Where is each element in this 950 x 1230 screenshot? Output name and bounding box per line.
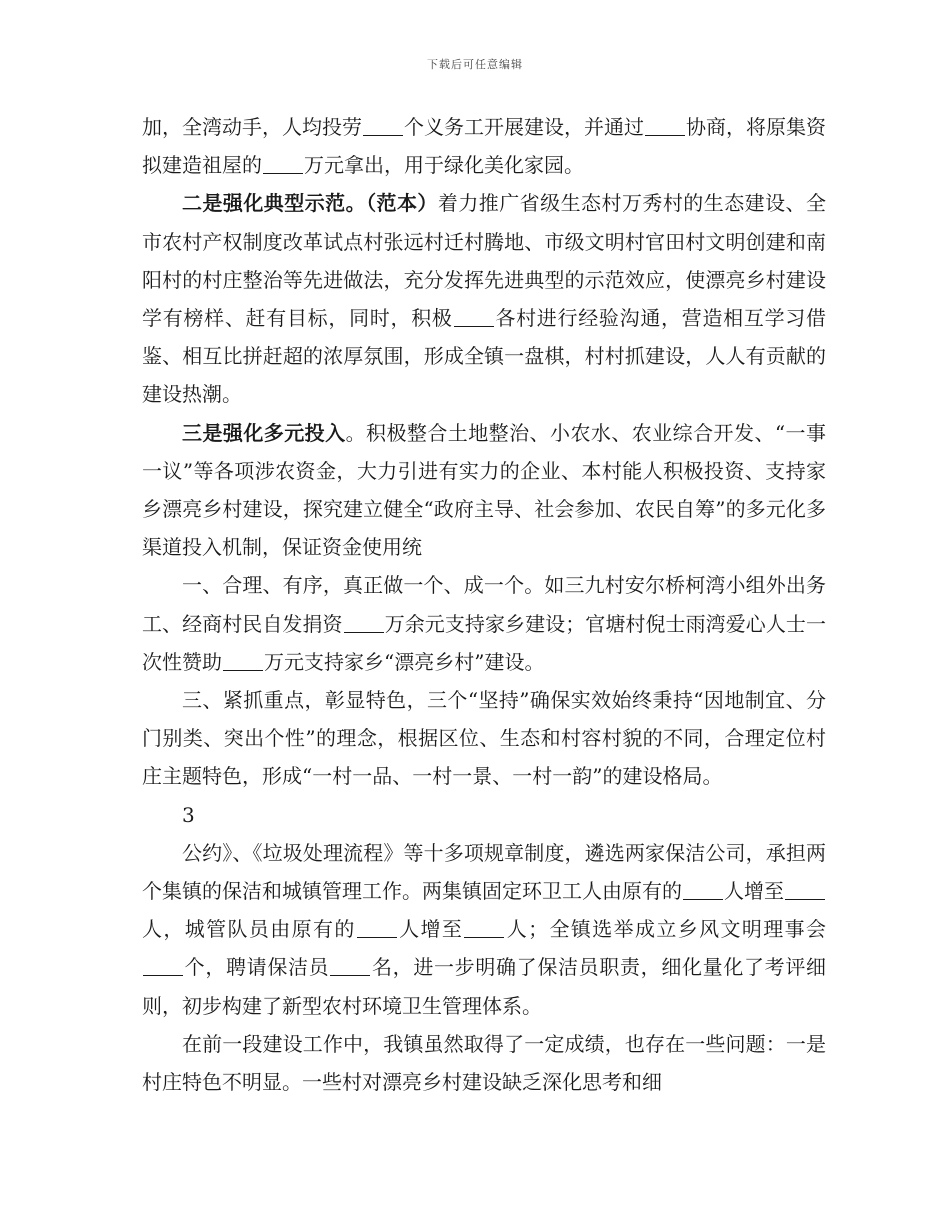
paragraph-text: 人增至 bbox=[724, 879, 784, 904]
fill-in-blank bbox=[263, 153, 303, 174]
paragraph-text: 。积极整合土地整治、小农水、农业综合开发、“一事一议”等各项涉农资金，大力引进有实力的企业、本村能人积极投资、支持家乡漂亮乡村建设，探究建立健全“政府主导、社会参加、农民自筹”的多元化多渠道投入机制，保证资金使用统 bbox=[142, 420, 826, 560]
paragraph-text: 人增至 bbox=[397, 917, 464, 942]
fill-in-blank bbox=[143, 955, 183, 976]
fill-in-blank bbox=[330, 955, 370, 976]
paragraph-text: 名，进一步明确了保洁员职责，细化量化了考评细则，初步构建了新型农村环境卫生管理体系。 bbox=[142, 955, 827, 1018]
paragraph bbox=[142, 184, 826, 413]
fill-in-blank bbox=[357, 917, 397, 938]
paragraph-text: 三、紧抓重点，彰显特色，三个“坚持”确保实效始终秉持“因地制宜、分门别类、突出个性”的理念，根据区位、生态和村容村貌的不同，合理定位村庄主题特色，形成“一村一品、一村一景、一村一韵”的建设格局。 bbox=[142, 688, 826, 789]
fill-in-blank bbox=[223, 650, 263, 671]
paragraph bbox=[142, 796, 826, 834]
paragraph-text: 人；全镇选举成立乡风文明理事会 bbox=[505, 917, 827, 942]
paragraph bbox=[142, 1025, 826, 1101]
paragraph-heading: 二是强化典型示范。（范本） bbox=[182, 191, 438, 216]
fill-in-blank bbox=[785, 879, 825, 900]
paragraph-text: 各村进行经验沟通，营造相互学习借鉴、相互比拼赶超的浓厚氛围，形成全镇一盘棋，村村抓建设，人人有贡献的建设热潮。 bbox=[142, 306, 827, 407]
paragraph-text: 着力推广省级生态村万秀村的生态建设、全市农村产权制度改革试点村张远村迁村腾地、市级文明村官田村文明创建和南阳村的村庄整治等先进做法，充分发挥先进典型的示范效应，使漂亮乡村建设学有榜样、赶有目标，同时，积极 bbox=[142, 191, 827, 331]
paragraph-text: 个，聘请保洁员 bbox=[184, 955, 330, 980]
document-body bbox=[142, 108, 826, 1101]
paragraph-text: 个义务工开展建设，并通过 bbox=[404, 115, 644, 139]
fill-in-blank bbox=[464, 917, 504, 938]
page-header: 下载后可任意编辑 bbox=[427, 58, 523, 71]
paragraph-text: 人，城管队员由原有的 bbox=[142, 917, 356, 942]
paragraph bbox=[142, 414, 826, 567]
paragraph-text: 协商，将原集资拟建造祖屋的 bbox=[142, 115, 826, 178]
paragraph bbox=[142, 566, 826, 681]
paragraph-text: 加，全湾动手，人均投劳 bbox=[142, 115, 362, 139]
paragraph-heading: 三是强化多元投入 bbox=[182, 420, 346, 445]
paragraph bbox=[142, 834, 826, 1025]
paragraph-text: 一、合理、有序，真正做一个、成一个。如三九村安尔桥柯湾小组外出务工、经商村民自发捐资 bbox=[142, 573, 826, 636]
paragraph-text: 公约》、《垃圾处理流程》等十多项规章制度，遴选两家保洁公司，承担两个集镇的保洁和城镇管理工作。两集镇固定环卫工人由原有的 bbox=[142, 840, 826, 904]
paragraph-text: 3 bbox=[182, 802, 195, 827]
paragraph-text: 万元支持家乡“漂亮乡村”建设。 bbox=[264, 649, 545, 674]
paragraph bbox=[142, 681, 826, 796]
fill-in-blank bbox=[363, 115, 403, 136]
fill-in-blank bbox=[645, 115, 685, 136]
fill-in-blank bbox=[344, 612, 384, 633]
fill-in-blank bbox=[454, 306, 494, 327]
fill-in-blank bbox=[683, 879, 723, 900]
paragraph-text: 在前一段建设工作中，我镇虽然取得了一定成绩，也存在一些问题：一是村庄特色不明显。一些村对漂亮乡村建设缺乏深化思考和细 bbox=[142, 1031, 826, 1095]
paragraph-text: 万余元支持家乡建设；官塘村倪士雨湾爱心人士一次性赞助 bbox=[142, 611, 826, 674]
paragraph bbox=[142, 108, 826, 184]
paragraph-text: 万元拿出，用于绿化美化家园。 bbox=[304, 153, 584, 178]
